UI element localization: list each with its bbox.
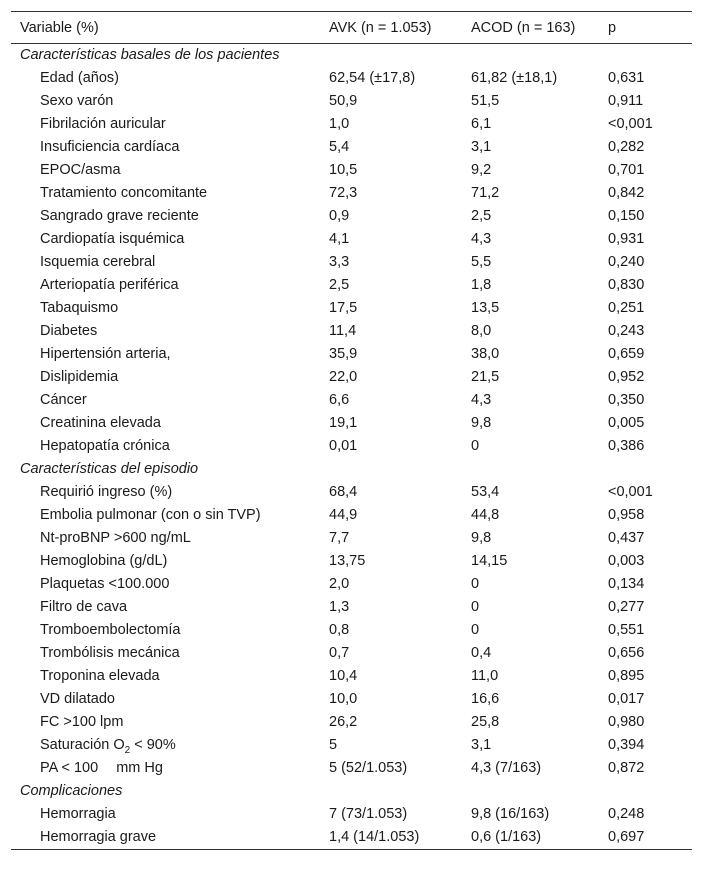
table-row: [11, 573, 692, 596]
row-p-value: 0,248: [608, 806, 645, 822]
row-variable-text: Saturación O: [40, 737, 125, 753]
row-p-value: 0,005: [608, 415, 645, 431]
row-acod-value: 13,5: [471, 300, 500, 316]
row-avk-value: 13,75: [329, 553, 366, 569]
row-variable: Trombólisis mecánica: [40, 645, 180, 661]
table-row: [11, 228, 692, 251]
row-p-value: 0,659: [608, 346, 645, 362]
row-acod-value: 4,3: [471, 392, 492, 408]
header-p: p: [599, 12, 692, 44]
row-acod-value: 14,15: [471, 553, 508, 569]
row-p-value: 0,551: [608, 622, 645, 638]
row-avk-value: 6,6: [329, 392, 350, 408]
table-header: [11, 12, 692, 44]
row-acod-value: 53,4: [471, 484, 500, 500]
table-body: [11, 44, 692, 850]
row-avk-value: 0,01: [329, 438, 358, 454]
header-avk: AVK (n = 1.053): [320, 12, 462, 44]
row-variable: Cardiopatía isquémica: [40, 231, 185, 247]
row-p-value: 0,872: [608, 760, 645, 776]
table-row: [11, 412, 692, 435]
row-variable: Edad (años): [40, 70, 119, 86]
table-row: [11, 67, 692, 90]
row-avk-value: 35,9: [329, 346, 358, 362]
table-row: [11, 320, 692, 343]
row-variable: Filtro de cava: [40, 599, 128, 615]
row-acod-value: 0,4: [471, 645, 492, 661]
row-acod-value: 4,3: [471, 231, 492, 247]
row-variable: Plaquetas <100.000: [40, 576, 170, 592]
row-avk-value: 19,1: [329, 415, 358, 431]
row-p-value: 0,911: [608, 93, 644, 109]
row-acod-value: 61,82 (±18,1): [471, 70, 558, 86]
section-row: [11, 458, 692, 481]
row-avk-value: 10,4: [329, 668, 358, 684]
row-avk-value: 1,3: [329, 599, 350, 615]
table-row: [11, 504, 692, 527]
row-p-value: 0,251: [608, 300, 645, 316]
row-avk-value: 5,4: [329, 139, 350, 155]
row-variable: Troponina elevada: [40, 668, 160, 684]
row-p-value: 0,980: [608, 714, 645, 730]
row-avk-value: 68,4: [329, 484, 358, 500]
table-row: [11, 297, 692, 320]
row-variable: Nt-proBNP >600 ng/mL: [40, 530, 191, 546]
row-variable: Requirió ingreso (%): [40, 484, 173, 500]
table-row: [11, 757, 692, 780]
row-p-value: 0,243: [608, 323, 645, 339]
row-avk-value: 0,8: [329, 622, 350, 638]
row-p-value: 0,150: [608, 208, 645, 224]
row-avk-value: 0,7: [329, 645, 350, 661]
row-p-value: 0,958: [608, 507, 645, 523]
row-acod-value: 3,1: [471, 139, 492, 155]
row-acod-value: 9,8: [471, 530, 492, 546]
table-row: [11, 113, 692, 136]
data-table-container: [11, 11, 692, 850]
table-row: [11, 826, 692, 850]
row-variable-text: PA < 100: [40, 760, 99, 776]
table-row: [11, 251, 692, 274]
row-variable: [11, 757, 320, 780]
row-variable-suffix: < 90%: [130, 737, 176, 753]
row-avk-value: 4,1: [329, 231, 350, 247]
table-row: [11, 366, 692, 389]
row-p-value: 0,017: [608, 691, 645, 707]
row-avk-value: 3,3: [329, 254, 350, 270]
table-row: [11, 90, 692, 113]
section-title: Complicaciones: [20, 783, 123, 799]
row-acod-value: 0: [471, 576, 480, 592]
row-p-value: 0,134: [608, 576, 645, 592]
row-acod-value: 25,8: [471, 714, 500, 730]
row-variable: Dislipidemia: [40, 369, 119, 385]
row-acod-value: 9,8: [471, 415, 492, 431]
table-row: [11, 481, 692, 504]
row-p-value: 0,830: [608, 277, 645, 293]
row-p-value: 0,437: [608, 530, 645, 546]
table-row: [11, 136, 692, 159]
row-acod-value: 16,6: [471, 691, 500, 707]
table-row: [11, 159, 692, 182]
table-row: [11, 665, 692, 688]
row-acod-value: 0: [471, 622, 480, 638]
row-variable: Insuficiencia cardíaca: [40, 139, 180, 155]
row-acod-value: 71,2: [471, 185, 500, 201]
table-row: [11, 274, 692, 297]
row-avk-value: 0,9: [329, 208, 350, 224]
row-avk-value: 44,9: [329, 507, 358, 523]
row-avk-value: 1,4 (14/1.053): [320, 826, 462, 850]
row-p-value: 0,931: [608, 231, 645, 247]
row-variable: Creatinina elevada: [40, 415, 161, 431]
row-acod-value: 21,5: [471, 369, 500, 385]
table-row: [11, 688, 692, 711]
row-acod-value: 0: [471, 599, 480, 615]
row-avk-value: 17,5: [329, 300, 358, 316]
row-avk-value: 22,0: [329, 369, 358, 385]
row-variable: Isquemia cerebral: [40, 254, 156, 270]
row-p-value: 0,842: [608, 185, 645, 201]
table-row: [11, 734, 692, 757]
row-p-value: 0,003: [608, 553, 645, 569]
table-row: [11, 803, 692, 826]
row-variable: Arteriopatía periférica: [40, 277, 179, 293]
row-variable: Hemorragia grave: [11, 826, 320, 850]
row-avk-value: 11,4: [329, 323, 357, 339]
table-row: [11, 343, 692, 366]
row-variable: Hipertensión arteria,: [40, 346, 171, 362]
row-variable: Sangrado grave reciente: [40, 208, 199, 224]
row-p-value: <0,001: [608, 484, 653, 500]
row-variable: Embolia pulmonar (con o sin TVP): [40, 507, 261, 523]
row-p-value: 0,394: [608, 737, 645, 753]
row-p-value: 0,240: [608, 254, 645, 270]
row-p-value: 0,697: [599, 826, 692, 850]
row-variable: Hemorragia: [40, 806, 116, 822]
row-variable: Tromboembolectomía: [40, 622, 181, 638]
row-acod-value: 6,1: [471, 116, 492, 132]
row-avk-value: 5: [329, 737, 338, 753]
row-p-value: 0,277: [608, 599, 645, 615]
row-variable: Hemoglobina (g/dL): [40, 553, 168, 569]
row-avk-value: 72,3: [329, 185, 358, 201]
row-variable: [11, 734, 320, 757]
section-title: Características del episodio: [20, 461, 199, 477]
row-variable-suffix: mm Hg: [116, 760, 163, 776]
row-p-value: <0,001: [608, 116, 653, 132]
row-variable: Tabaquismo: [40, 300, 119, 316]
row-avk-value: 26,2: [329, 714, 358, 730]
table-row: [11, 711, 692, 734]
table-row: [11, 596, 692, 619]
row-avk-value: 10,5: [329, 162, 358, 178]
table-row: [11, 642, 692, 665]
row-acod-value: 1,8: [471, 277, 492, 293]
table-row: [11, 527, 692, 550]
table-row: [11, 550, 692, 573]
row-avk-value: 1,0: [329, 116, 350, 132]
row-acod-value: 44,8: [471, 507, 500, 523]
row-variable: Sexo varón: [40, 93, 114, 109]
row-variable: VD dilatado: [40, 691, 115, 707]
section-title: Características basales de los pacientes: [20, 47, 280, 63]
row-variable: Cáncer: [40, 392, 87, 408]
row-p-value: 0,656: [608, 645, 645, 661]
row-avk-value: 5 (52/1.053): [329, 760, 408, 776]
table-row: [11, 389, 692, 412]
row-variable: Fibrilación auricular: [40, 116, 166, 132]
row-p-value: 0,895: [608, 668, 645, 684]
row-acod-value: 0,6 (1/163): [462, 826, 599, 850]
row-avk-value: 2,5: [329, 277, 350, 293]
table-row: [11, 182, 692, 205]
row-avk-value: 2,0: [329, 576, 350, 592]
row-acod-value: 9,8 (16/163): [471, 806, 550, 822]
row-acod-value: 8,0: [471, 323, 492, 339]
row-acod-value: 2,5: [471, 208, 492, 224]
row-acod-value: 51,5: [471, 93, 500, 109]
row-avk-value: 7 (73/1.053): [329, 806, 408, 822]
row-avk-value: 7,7: [329, 530, 350, 546]
row-p-value: 0,350: [608, 392, 645, 408]
row-variable: EPOC/asma: [40, 162, 121, 178]
section-row: [11, 44, 692, 68]
table-row: [11, 205, 692, 228]
row-p-value: 0,952: [608, 369, 645, 385]
row-acod-value: 4,3 (7/163): [471, 760, 542, 776]
row-variable: Tratamiento concomitante: [40, 185, 208, 201]
row-acod-value: 11,0: [471, 668, 499, 684]
row-avk-value: 50,9: [329, 93, 358, 109]
row-variable: FC >100 lpm: [40, 714, 124, 730]
row-acod-value: 0: [471, 438, 480, 454]
row-avk-value: 10,0: [329, 691, 358, 707]
header-row: [11, 12, 692, 44]
row-p-value: 0,282: [608, 139, 645, 155]
header-variable: Variable (%): [11, 12, 320, 44]
row-p-value: 0,701: [608, 162, 645, 178]
row-acod-value: 5,5: [471, 254, 492, 270]
row-variable: Hepatopatía crónica: [40, 438, 170, 454]
table-row: [11, 435, 692, 458]
row-variable: Diabetes: [40, 323, 98, 339]
row-p-value: 0,386: [608, 438, 645, 454]
comparison-table: [11, 11, 692, 850]
header-acod: ACOD (n = 163): [462, 12, 599, 44]
row-variable-subscript: 2: [124, 744, 131, 756]
table-row: [11, 619, 692, 642]
row-p-value: 0,631: [608, 70, 645, 86]
section-row: [11, 780, 692, 803]
row-avk-value: 62,54 (±17,8): [329, 70, 416, 86]
row-acod-value: 9,2: [471, 162, 492, 178]
row-acod-value: 3,1: [471, 737, 492, 753]
row-acod-value: 38,0: [471, 346, 500, 362]
